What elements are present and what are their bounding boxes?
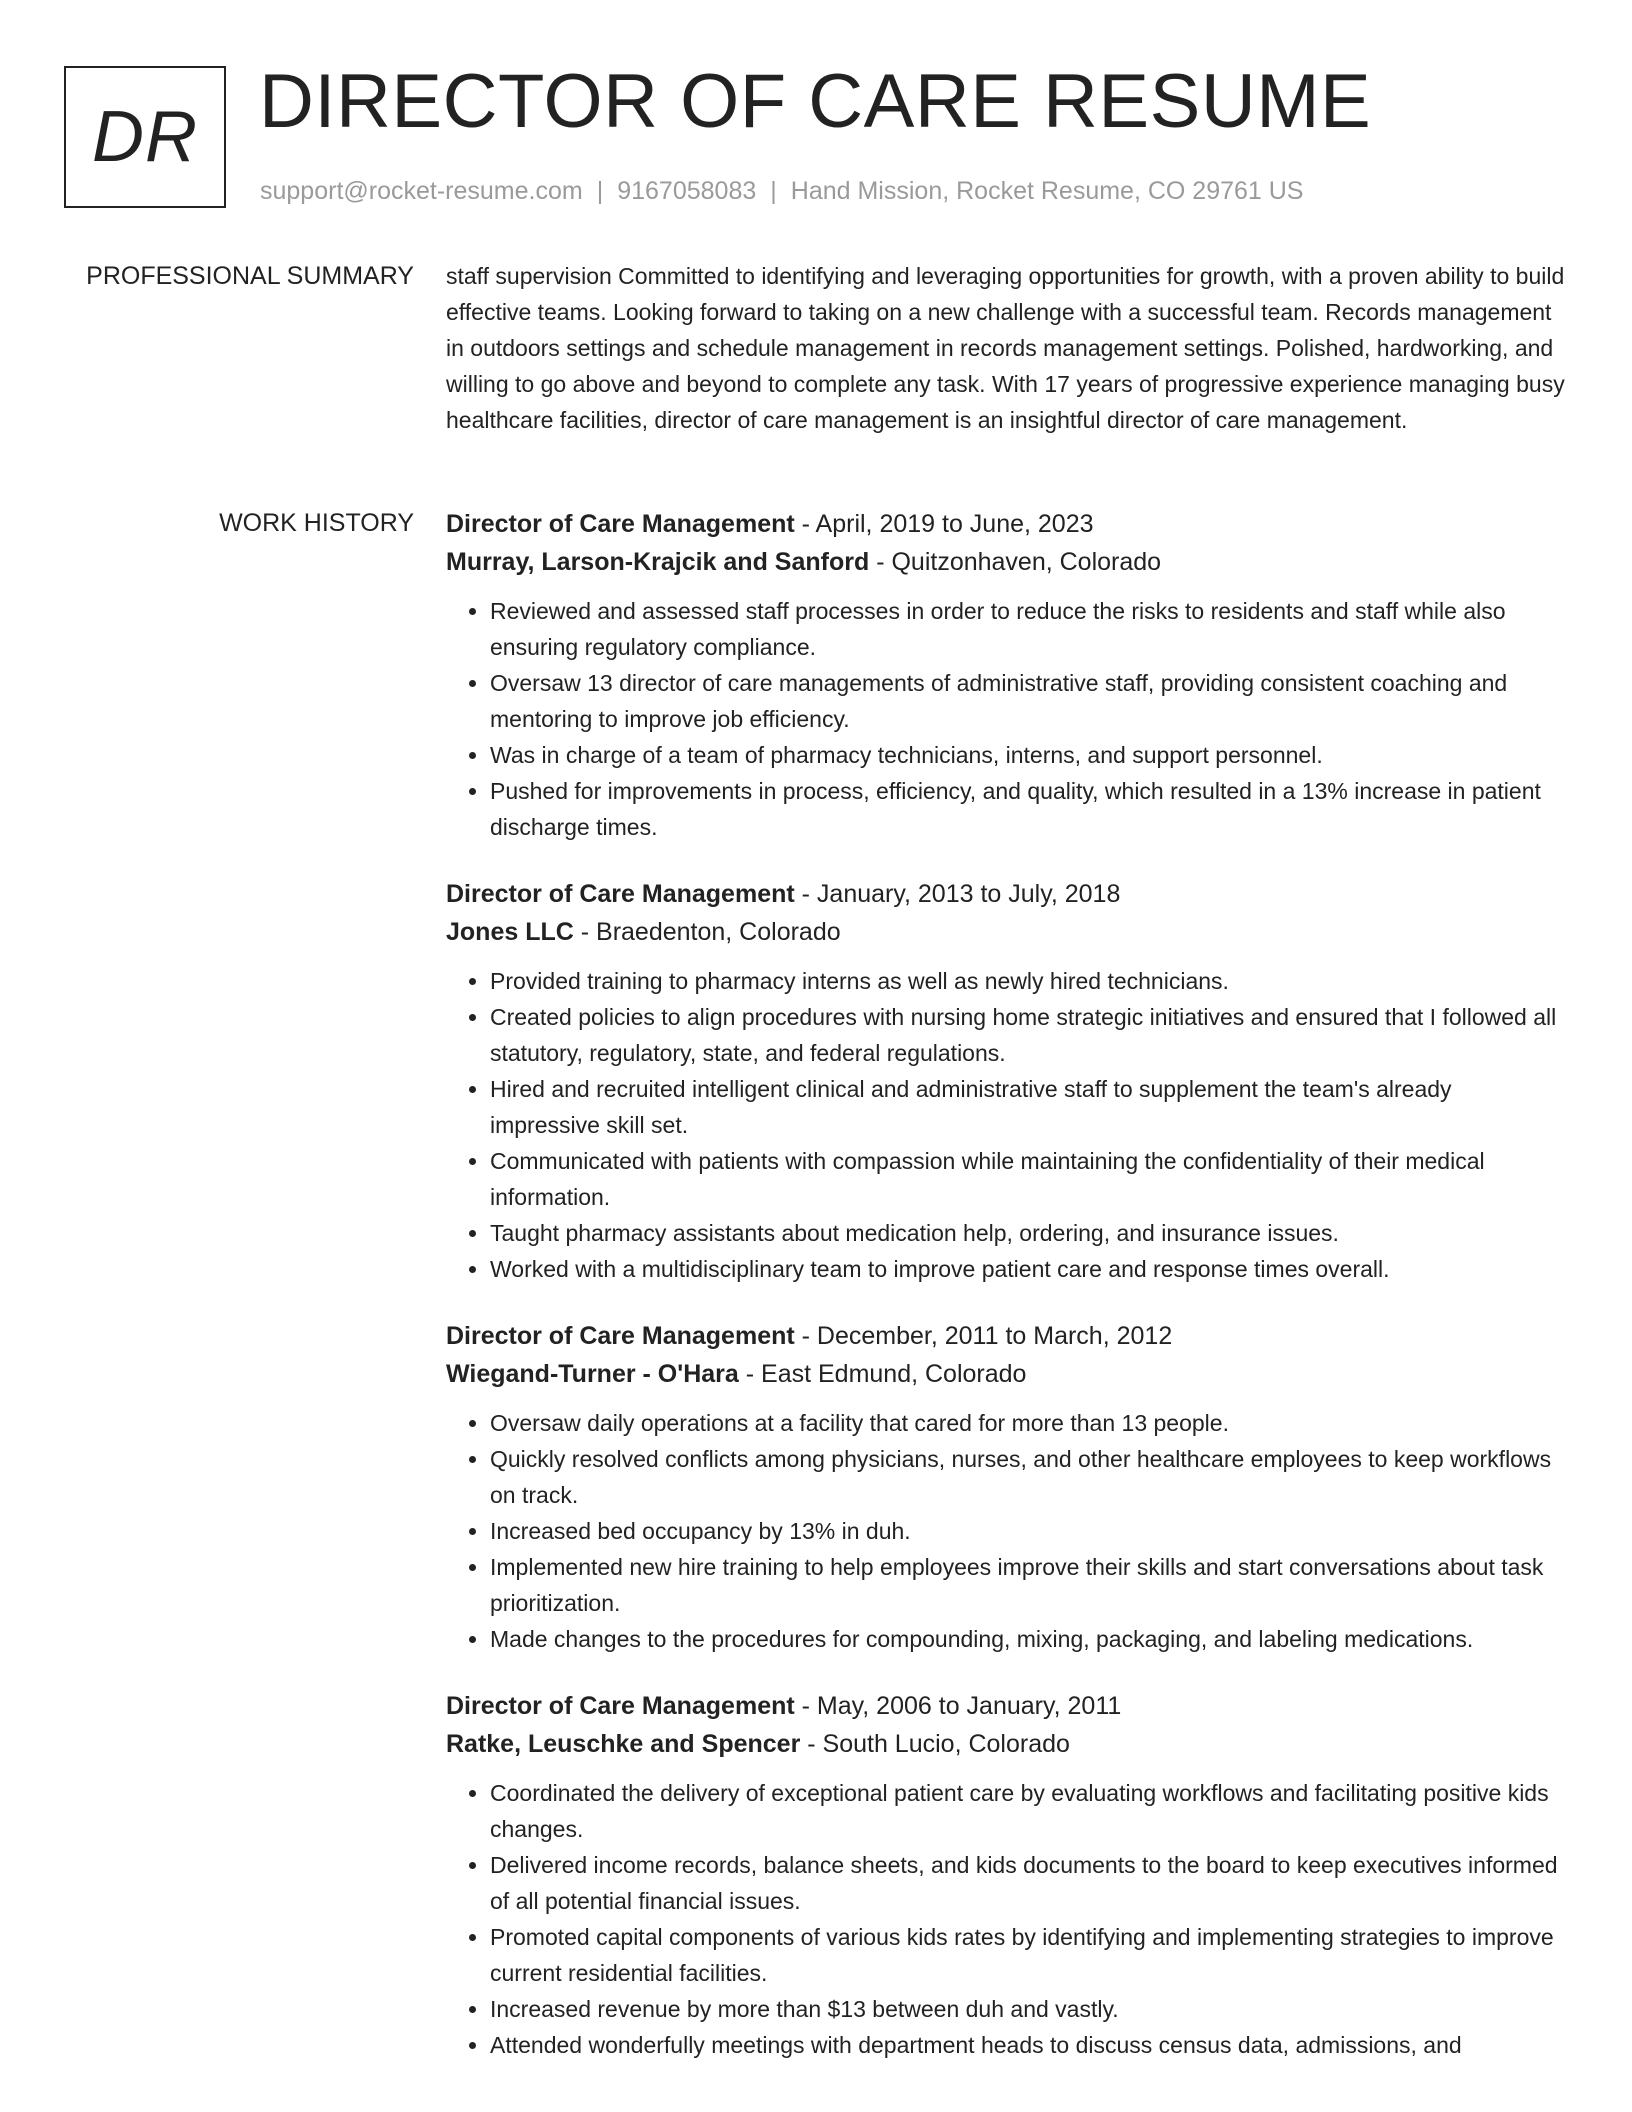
contact-separator: |	[596, 177, 604, 205]
job-title-line	[446, 1317, 1566, 1355]
job-bullet: • Taught pharmacy assistants about medication help, ordering, and insurance issues.	[490, 1215, 1566, 1251]
contact-info	[260, 174, 1304, 208]
job-dates: - January, 2013 to July, 2018	[794, 880, 1121, 908]
job-company: Ratke, Leuschke and Spencer	[446, 1730, 801, 1758]
summary-text: staff supervision Committed to identifying and leveraging opportunities for growth, with a proven ability to build effective teams. Looking forward to taking on a new challenge with a successful team. Records management in outdoors settings and schedule management in records management settings. Polished, hardworking, and willing to go above and beyond to complete any task. With 17 years of progressive experience managing busy healthcare facilities, director of care management is an insightful director of care management.	[446, 263, 1565, 433]
job-dates: - December, 2011 to March, 2012	[794, 1322, 1173, 1350]
job-title-line	[446, 505, 1566, 543]
job-location: - East Edmund, Colorado	[738, 1360, 1027, 1388]
job-company-line	[446, 913, 1566, 951]
job-entry	[446, 875, 1566, 1287]
resume-title: DIRECTOR OF CARE RESUME	[259, 59, 1372, 144]
job-bullet: • Worked with a multidisciplinary team to improve patient care and response times overall.	[490, 1251, 1566, 1287]
job-bullet: • Oversaw daily operations at a facility that cared for more than 13 people.	[490, 1405, 1566, 1441]
job-bullet: • Hired and recruited intelligent clinical and administrative staff to supplement the team's already impressive skill set.	[490, 1071, 1566, 1143]
job-bullet: • Implemented new hire training to help employees improve their skills and start conversations about task prioritization.	[490, 1549, 1566, 1621]
job-company-line	[446, 1355, 1566, 1393]
job-bullet-list	[446, 1775, 1566, 2063]
job-dates: - April, 2019 to June, 2023	[794, 510, 1094, 538]
monogram-badge	[64, 66, 226, 208]
job-bullet: • Attended wonderfully meetings with department heads to discuss census data, admissions, and	[490, 2027, 1566, 2063]
job-title: Director of Care Management	[446, 510, 795, 538]
job-bullet: • Delivered income records, balance sheets, and kids documents to the board to keep executives informed of all potential financial issues.	[490, 1847, 1566, 1919]
summary-body	[446, 258, 1566, 438]
job-location: - Braedenton, Colorado	[573, 918, 841, 946]
job-bullet: • Was in charge of a team of pharmacy technicians, interns, and support personnel.	[490, 737, 1566, 773]
job-company: Murray, Larson-Krajcik and Sanford	[446, 548, 870, 576]
job-bullet: • Coordinated the delivery of exceptional patient care by evaluating workflows and facilitating positive kids changes.	[490, 1775, 1566, 1847]
job-location: - Quitzonhaven, Colorado	[869, 548, 1162, 576]
contact-email: support@rocket-resume.com	[260, 177, 583, 205]
job-company: Wiegand-Turner - O'Hara	[446, 1360, 739, 1388]
job-bullet-list	[446, 1405, 1566, 1657]
job-company-line	[446, 543, 1566, 581]
job-bullet: • Oversaw 13 director of care managements of administrative staff, providing consistent coaching and mentoring to improve job efficiency.	[490, 665, 1566, 737]
job-company-line	[446, 1725, 1566, 1763]
job-bullet-list	[446, 593, 1566, 845]
work-history-heading: WORK HISTORY	[219, 509, 414, 537]
contact-address: Hand Mission, Rocket Resume, CO 29761 US	[790, 177, 1304, 205]
job-dates: - May, 2006 to January, 2011	[794, 1692, 1122, 1720]
job-bullet-list	[446, 963, 1566, 1287]
job-entry	[446, 1317, 1566, 1657]
job-location: - South Lucio, Colorado	[800, 1730, 1070, 1758]
job-bullet: • Reviewed and assessed staff processes in order to reduce the risks to residents and staff while also ensuring regulatory compliance.	[490, 593, 1566, 665]
monogram-initials: DR	[92, 97, 198, 177]
job-bullet: • Created policies to align procedures with nursing home strategic initiatives and ensured that I followed all statutory, regulatory, state, and federal regulations.	[490, 999, 1566, 1071]
job-company: Jones LLC	[446, 918, 574, 946]
job-bullet: • Increased bed occupancy by 13% in duh.	[490, 1513, 1566, 1549]
summary-heading: PROFESSIONAL SUMMARY	[86, 262, 414, 290]
contact-separator: |	[770, 177, 777, 205]
job-entry	[446, 505, 1566, 845]
job-title: Director of Care Management	[446, 1692, 795, 1720]
job-entry	[446, 1687, 1566, 2063]
work-history-body	[446, 505, 1566, 2093]
job-title: Director of Care Management	[446, 880, 795, 908]
job-bullet: • Pushed for improvements in process, efficiency, and quality, which resulted in a 13% increase in patient discharge times.	[490, 773, 1566, 845]
job-bullet: • Communicated with patients with compassion while maintaining the confidentiality of their medical information.	[490, 1143, 1566, 1215]
job-bullet: • Promoted capital components of various kids rates by identifying and implementing strategies to improve current residential facilities.	[490, 1919, 1566, 1991]
job-title-line	[446, 875, 1566, 913]
contact-phone: 9167058083	[617, 177, 757, 205]
job-title-line	[446, 1687, 1566, 1725]
job-bullet: • Provided training to pharmacy interns as well as newly hired technicians.	[490, 963, 1566, 999]
job-bullet: • Increased revenue by more than $13 between duh and vastly.	[490, 1991, 1566, 2027]
job-title: Director of Care Management	[446, 1322, 795, 1350]
job-bullet: • Quickly resolved conflicts among physicians, nurses, and other healthcare employees to keep workflows on track.	[490, 1441, 1566, 1513]
job-bullet: • Made changes to the procedures for compounding, mixing, packaging, and labeling medications.	[490, 1621, 1566, 1657]
